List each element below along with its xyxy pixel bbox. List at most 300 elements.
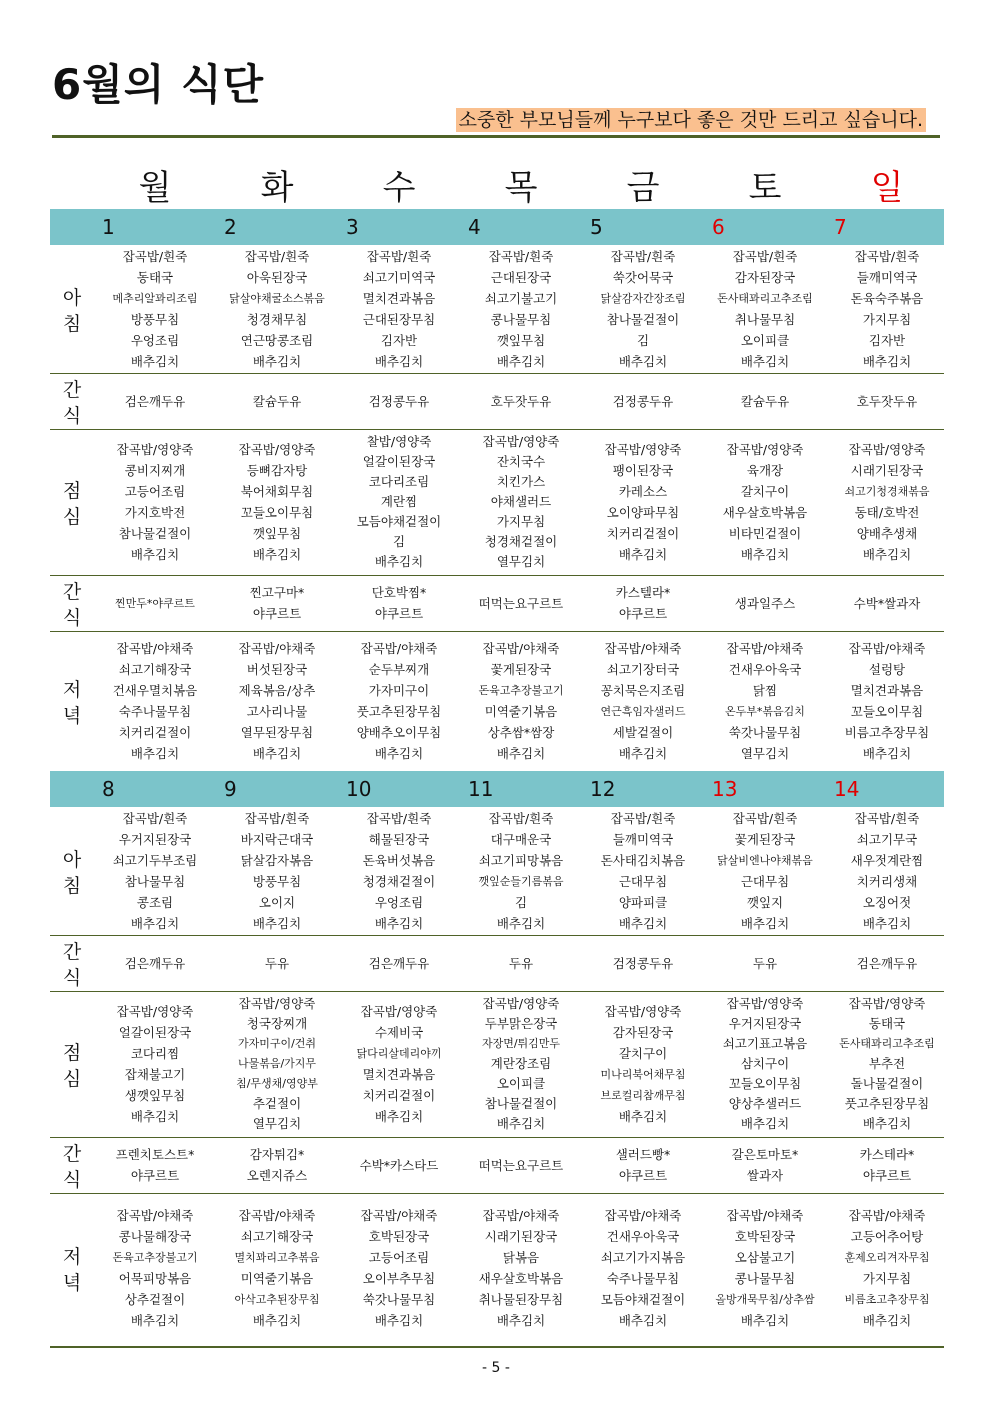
menu-cell-lunch xyxy=(826,429,948,575)
menu-item: 배추김치 xyxy=(252,354,302,369)
menu-item: 샐러드빵* xyxy=(615,1147,671,1162)
menu-cell-snack1 xyxy=(216,935,338,991)
menu-cell-breakfast xyxy=(94,807,216,935)
menu-item: 멸치꽈리고추볶음 xyxy=(234,1251,320,1264)
date-number: 9 xyxy=(224,777,237,801)
date-number: 8 xyxy=(102,777,115,801)
menu-cell-lunch xyxy=(216,991,338,1137)
menu-item: 아삭고추된장무침 xyxy=(234,1293,320,1306)
menu-item: 검정콩두유 xyxy=(368,393,430,409)
menu-item: 잡곡밥/야채죽 xyxy=(116,641,194,656)
menu-item: 배추김치 xyxy=(862,1116,912,1131)
menu-item: 꼬들오이무침 xyxy=(728,1076,802,1091)
menu-item: 새우살호박볶음 xyxy=(478,1271,564,1286)
menu-item: 김자반 xyxy=(868,333,906,348)
menu-item: 콩조림 xyxy=(136,895,174,910)
menu-item: 두유 xyxy=(508,955,534,971)
menu-item: 얼갈이된장국 xyxy=(118,1025,192,1040)
menu-item: 잡곡밥/흰죽 xyxy=(488,249,554,264)
menu-item: 돌나물겉절이 xyxy=(850,1076,924,1091)
menu-item: 두유 xyxy=(752,955,778,971)
page-number: - 5 - xyxy=(482,1360,510,1376)
menu-cell-breakfast xyxy=(826,245,948,373)
menu-item: 근대무침 xyxy=(740,874,790,889)
menu-item: 양상추샐러드 xyxy=(728,1096,802,1111)
menu-item: 멸치견과볶음 xyxy=(362,1067,436,1082)
menu-item: 잡곡밥/흰죽 xyxy=(122,249,188,264)
date-number: 12 xyxy=(590,777,616,801)
menu-item: 쇠고기가지볶음 xyxy=(600,1250,686,1265)
menu-item: 우거지된장국 xyxy=(118,832,192,847)
menu-item: 잡곡밥/야채죽 xyxy=(482,641,560,656)
menu-item: 숙주나물무침 xyxy=(118,704,192,719)
menu-item: 배추김치 xyxy=(862,916,912,931)
menu-cell-snack1 xyxy=(338,373,460,429)
meal-label-char: 아 xyxy=(62,849,82,871)
menu-cell-breakfast xyxy=(826,807,948,935)
menu-cell-snack2 xyxy=(216,1137,338,1193)
menu-item: 근대된장국 xyxy=(490,270,552,285)
menu-item: 꽃게된장국 xyxy=(490,662,552,677)
menu-item: 들깨미역국 xyxy=(612,832,674,847)
menu-item: 들깨미역국 xyxy=(856,270,918,285)
menu-item: 카스테라* xyxy=(859,1147,915,1162)
meal-label-char: 녁 xyxy=(62,1272,82,1294)
meal-label-char: 간 xyxy=(62,1143,82,1165)
menu-item: 근대된장무침 xyxy=(362,312,436,327)
menu-item: 돈사태김치볶음 xyxy=(600,853,686,868)
menu-item: 취나물무침 xyxy=(734,312,796,327)
menu-item: 갈은토마토* xyxy=(731,1147,799,1162)
menu-item: 잡곡밥/흰죽 xyxy=(854,249,920,264)
menu-item: 잡곡밥/영양죽 xyxy=(848,442,926,457)
menu-cell-lunch xyxy=(582,991,704,1137)
menu-item: 잡곡밥/야채죽 xyxy=(238,641,316,656)
menu-item: 야쿠르트 xyxy=(862,1168,912,1183)
menu-item: 잡곡밥/영양죽 xyxy=(238,996,316,1011)
menu-cell-lunch xyxy=(582,429,704,575)
menu-item: 콩나물무침 xyxy=(734,1271,796,1286)
menu-item: 새우젓계란찜 xyxy=(850,853,924,868)
menu-cell-snack2 xyxy=(460,575,582,631)
menu-item: 팽이된장국 xyxy=(612,463,674,478)
menu-cell-snack1 xyxy=(460,935,582,991)
date-number: 14 xyxy=(834,777,860,801)
meal-label-dinner xyxy=(50,1244,94,1296)
menu-item: 돈육숙주볶음 xyxy=(850,291,924,306)
menu-item: 근대무침 xyxy=(618,874,668,889)
meal-label-char: 점 xyxy=(62,480,82,502)
menu-item: 버섯된장국 xyxy=(246,662,308,677)
meal-label-snack xyxy=(50,1141,94,1193)
menu-cell-snack2 xyxy=(94,575,216,631)
menu-cell-dinner xyxy=(826,631,948,771)
menu-item: 연근흑임자샐러드 xyxy=(600,705,686,718)
menu-item: 쑥갓나물무침 xyxy=(362,1292,436,1307)
menu-cell-snack1 xyxy=(704,935,826,991)
menu-item: 잡곡밥/흰죽 xyxy=(244,249,310,264)
menu-item: 가자미구이 xyxy=(368,683,430,698)
menu-item: 오이피클 xyxy=(496,1076,546,1091)
meal-label-char: 심 xyxy=(62,506,82,528)
menu-item: 닭볶음 xyxy=(502,1250,540,1265)
menu-item: 꼬들오이무침 xyxy=(850,704,924,719)
menu-item: 청경채무침 xyxy=(246,312,308,327)
menu-cell-snack2 xyxy=(704,1137,826,1193)
bottom-rule xyxy=(50,1346,944,1348)
menu-item: 세발겉절이 xyxy=(612,725,674,740)
menu-item: 배추김치 xyxy=(252,1313,302,1328)
menu-cell-breakfast xyxy=(582,245,704,373)
menu-item: 비름초고추장무침 xyxy=(844,1293,930,1306)
menu-item: 배추김치 xyxy=(740,354,790,369)
meal-label-char: 간 xyxy=(62,581,82,603)
menu-item: 방풍무침 xyxy=(252,874,302,889)
menu-item: 꼬들오이무침 xyxy=(240,505,314,520)
menu-item: 우거지된장국 xyxy=(728,1016,802,1031)
menu-cell-snack1 xyxy=(826,373,948,429)
menu-item: 상추겉절이 xyxy=(124,1292,186,1307)
menu-item: 배추김치 xyxy=(862,547,912,562)
menu-item: 잡곡밥/흰죽 xyxy=(610,249,676,264)
menu-item: 삼치구이 xyxy=(740,1056,790,1071)
menu-item: 동태국 xyxy=(136,270,174,285)
menu-item: 얼갈이된장국 xyxy=(362,454,436,469)
menu-cell-snack2 xyxy=(582,1137,704,1193)
menu-cell-dinner xyxy=(216,1193,338,1343)
menu-item: 잡곡밥/영양죽 xyxy=(116,1004,194,1019)
menu-item: 미나리북어채무침 xyxy=(600,1068,686,1081)
menu-item: 우엉조림 xyxy=(130,333,180,348)
menu-item: 갈치구이 xyxy=(618,1046,668,1061)
menu-item: 배추김치 xyxy=(374,1109,424,1124)
menu-item: 쑥갓어묵국 xyxy=(612,270,674,285)
menu-item: 찰밥/영양죽 xyxy=(366,434,432,449)
menu-item: 비름고추장무침 xyxy=(844,725,930,740)
menu-item: 미역줄기볶음 xyxy=(240,1271,314,1286)
menu-item: 두부맑은장국 xyxy=(484,1016,558,1031)
meal-label-char: 간 xyxy=(62,379,82,401)
menu-item: 제육볶음/상추 xyxy=(238,683,316,698)
menu-item: 깻잎무침 xyxy=(252,526,302,541)
weekday-7: 일 xyxy=(870,168,904,208)
menu-item: 비타민겉절이 xyxy=(728,526,802,541)
menu-item: 배추김치 xyxy=(618,1109,668,1124)
menu-item: 풋고추된장무침 xyxy=(844,1096,930,1111)
menu-item: 깻잎무침 xyxy=(496,333,546,348)
menu-item: 닭살야채굴소스볶음 xyxy=(229,292,325,305)
menu-item: 잡곡밥/영양죽 xyxy=(604,442,682,457)
menu-item: 잡곡밥/야채죽 xyxy=(360,641,438,656)
menu-item: 가자미구이/건취 xyxy=(237,1037,317,1050)
menu-item: 치커리겉절이 xyxy=(118,725,192,740)
menu-item: 배추김치 xyxy=(496,354,546,369)
menu-item: 감자된장국 xyxy=(612,1025,674,1040)
date-number: 6 xyxy=(712,215,725,239)
menu-item: 훈제오리겨자무침 xyxy=(844,1251,930,1264)
menu-item: 검은깨두유 xyxy=(124,955,186,971)
meal-label-char: 녁 xyxy=(62,705,82,727)
menu-item: 배추김치 xyxy=(374,554,424,569)
menu-cell-snack2 xyxy=(826,1137,948,1193)
menu-item: 야채샐러드 xyxy=(490,494,552,509)
menu-cell-snack2 xyxy=(460,1137,582,1193)
menu-item: 콩나물무침 xyxy=(490,312,552,327)
menu-item: 잡곡밥/야채죽 xyxy=(238,1208,316,1223)
menu-item: 상추쌈*쌈장 xyxy=(487,725,555,740)
date-number: 10 xyxy=(346,777,372,801)
menu-item: 잡곡밥/야채죽 xyxy=(604,1208,682,1223)
menu-item: 칼슘두유 xyxy=(252,393,302,409)
menu-item: 프렌치토스트* xyxy=(115,1147,195,1162)
menu-item: 단호박찜* xyxy=(371,585,427,600)
menu-item: 야쿠르트 xyxy=(252,606,302,621)
menu-item: 수제비국 xyxy=(374,1025,424,1040)
menu-item: 동태국 xyxy=(868,1016,906,1031)
menu-item: 배추김치 xyxy=(130,1109,180,1124)
menu-item: 콩비지찌개 xyxy=(124,463,186,478)
menu-item: 찐고구마* xyxy=(249,585,305,600)
menu-item: 열무된장무침 xyxy=(240,725,314,740)
menu-item: 돈육버섯볶음 xyxy=(362,853,436,868)
menu-item: 배추김치 xyxy=(618,1313,668,1328)
menu-item: 건새우아욱국 xyxy=(728,662,802,677)
menu-item: 잡곡밥/영양죽 xyxy=(360,1004,438,1019)
menu-item: 두유 xyxy=(264,955,290,971)
menu-item: 배추김치 xyxy=(130,746,180,761)
menu-cell-snack1 xyxy=(826,935,948,991)
menu-item: 쇠고기해장국 xyxy=(118,662,192,677)
menu-item: 멸치견과볶음 xyxy=(850,683,924,698)
menu-item: 모듬야채겉절이 xyxy=(600,1292,686,1307)
menu-item: 가지무침 xyxy=(496,514,546,529)
menu-item: 잡곡밥/흰죽 xyxy=(366,249,432,264)
menu-cell-snack1 xyxy=(94,935,216,991)
menu-item: 배추김치 xyxy=(618,547,668,562)
menu-item: 갈치구이 xyxy=(740,484,790,499)
menu-cell-snack1 xyxy=(582,935,704,991)
meal-label-char: 점 xyxy=(62,1042,82,1064)
menu-cell-dinner xyxy=(704,1193,826,1343)
menu-item: 연근땅콩조림 xyxy=(240,333,314,348)
menu-item: 오렌지쥬스 xyxy=(246,1168,308,1183)
date-number: 7 xyxy=(834,215,847,239)
menu-item: 깻잎지 xyxy=(746,895,784,910)
menu-item: 생깻잎무침 xyxy=(124,1088,186,1103)
menu-item: 쇠고기두부조림 xyxy=(112,853,198,868)
menu-item: 잡곡밥/영양죽 xyxy=(116,442,194,457)
menu-cell-snack2 xyxy=(216,575,338,631)
menu-item: 잡곡밥/흰죽 xyxy=(610,811,676,826)
menu-cell-snack2 xyxy=(704,575,826,631)
menu-item: 수박*카스타드 xyxy=(359,1157,439,1173)
menu-item: 잡곡밥/야채죽 xyxy=(360,1208,438,1223)
menu-item: 메추리알꽈리조림 xyxy=(112,292,198,305)
menu-item: 오이부추무침 xyxy=(362,1271,436,1286)
menu-item: 쇠고기표고볶음 xyxy=(722,1036,808,1051)
weekday-4: 목 xyxy=(504,168,538,208)
menu-item: 방풍무침 xyxy=(130,312,180,327)
menu-cell-lunch xyxy=(460,429,582,575)
menu-item: 가지무침 xyxy=(862,312,912,327)
menu-cell-snack2 xyxy=(826,575,948,631)
menu-cell-lunch xyxy=(338,991,460,1137)
menu-item: 시래기된장국 xyxy=(484,1229,558,1244)
menu-item: 계란찜 xyxy=(380,494,418,509)
menu-item: 온두부*볶음김치 xyxy=(725,705,805,718)
page-title: 6월의 식단 xyxy=(52,60,265,109)
menu-item: 호두잣두유 xyxy=(490,393,552,409)
menu-item: 김 xyxy=(636,333,650,348)
menu-item: 배추김치 xyxy=(618,354,668,369)
menu-item: 배추김치 xyxy=(374,916,424,931)
meal-label-char: 저 xyxy=(62,1246,82,1268)
menu-item: 잡곡밥/영양죽 xyxy=(848,996,926,1011)
menu-item: 배추김치 xyxy=(740,916,790,931)
menu-item: 쇠고기피망볶음 xyxy=(478,853,564,868)
menu-cell-breakfast xyxy=(338,245,460,373)
menu-item: 야쿠르트 xyxy=(618,1168,668,1183)
menu-item: 야쿠르트 xyxy=(374,606,424,621)
meal-label-char: 침 xyxy=(62,875,82,897)
menu-item: 배추김치 xyxy=(374,746,424,761)
menu-item: 카레소스 xyxy=(618,484,668,499)
menu-item: 새우살호박볶음 xyxy=(722,505,808,520)
menu-cell-dinner xyxy=(826,1193,948,1343)
menu-item: 오삼불고기 xyxy=(734,1250,796,1265)
menu-item: 고사리나물 xyxy=(246,704,308,719)
menu-item: 동태/호박전 xyxy=(854,505,920,520)
menu-cell-lunch xyxy=(826,991,948,1137)
menu-item: 고등어조림 xyxy=(368,1250,430,1265)
meal-label-char: 아 xyxy=(62,287,82,309)
menu-item: 잡곡밥/흰죽 xyxy=(122,811,188,826)
menu-item: 잡곡밥/야채죽 xyxy=(848,1208,926,1223)
menu-item: 설렁탕 xyxy=(868,662,906,677)
menu-item: 배추김치 xyxy=(618,916,668,931)
menu-item: 오징어젓 xyxy=(862,895,912,910)
menu-item: 코다리찜 xyxy=(130,1046,180,1061)
menu-item: 시래기된장국 xyxy=(850,463,924,478)
menu-item: 돈사태꽈리고추조림 xyxy=(717,292,813,305)
date-bar xyxy=(50,771,944,807)
menu-item: 잡곡밥/영양죽 xyxy=(482,434,560,449)
menu-item: 배추김치 xyxy=(496,916,546,931)
menu-item: 닭다리살데리야끼 xyxy=(356,1047,442,1060)
weekday-header xyxy=(50,160,944,208)
menu-item: 등뼈감자탕 xyxy=(246,463,308,478)
menu-item: 쇠고기미역국 xyxy=(362,270,436,285)
menu-item: 카스텔라* xyxy=(615,585,671,600)
menu-item: 야쿠르트 xyxy=(618,606,668,621)
menu-item: 돈육고추장불고기 xyxy=(112,1251,198,1264)
menu-cell-lunch xyxy=(338,429,460,575)
meal-label-char: 식 xyxy=(62,1169,82,1191)
menu-item: 떠먹는요구르트 xyxy=(478,1157,564,1173)
menu-item: 배추김치 xyxy=(252,746,302,761)
weekday-3: 수 xyxy=(382,168,416,208)
menu-item: 쌀과자 xyxy=(746,1168,784,1183)
menu-item: 잡곡밥/영양죽 xyxy=(726,442,804,457)
menu-item: 잡곡밥/영양죽 xyxy=(238,442,316,457)
menu-item: 야쿠르트 xyxy=(130,1168,180,1183)
menu-cell-breakfast xyxy=(460,807,582,935)
date-number: 3 xyxy=(346,215,359,239)
menu-item: 쇠고기불고기 xyxy=(484,291,558,306)
menu-cell-dinner xyxy=(338,1193,460,1343)
menu-item: 배추김치 xyxy=(740,547,790,562)
menu-item: 양배추생채 xyxy=(856,526,918,541)
menu-item: 잡곡밥/흰죽 xyxy=(732,249,798,264)
menu-item: 배추김치 xyxy=(862,746,912,761)
meal-label-char: 식 xyxy=(62,967,82,989)
menu-item: 치커리겉절이 xyxy=(606,526,680,541)
menu-cell-breakfast xyxy=(582,807,704,935)
menu-item: 호박된장국 xyxy=(368,1229,430,1244)
menu-item: 가지호박전 xyxy=(124,505,186,520)
menu-item: 감자된장국 xyxy=(734,270,796,285)
menu-item: 가지무침 xyxy=(862,1271,912,1286)
menu-item: 잡곡밥/야채죽 xyxy=(482,1208,560,1223)
menu-item: 나물볶음/가지무 xyxy=(237,1057,317,1070)
menu-item: 칼슘두유 xyxy=(740,393,790,409)
meal-label-snack xyxy=(50,377,94,429)
menu-item: 배추김치 xyxy=(740,1313,790,1328)
menu-cell-dinner xyxy=(94,631,216,771)
menu-item: 잡곡밥/야채죽 xyxy=(848,641,926,656)
menu-item: 잔치국수 xyxy=(496,454,546,469)
menu-cell-dinner xyxy=(704,631,826,771)
menu-item: 참나물겉절이 xyxy=(118,526,192,541)
meal-label-char: 간 xyxy=(62,941,82,963)
menu-item: 오이피클 xyxy=(740,333,790,348)
menu-item: 잡곡밥/야채죽 xyxy=(604,641,682,656)
menu-item: 아욱된장국 xyxy=(246,270,308,285)
menu-item: 배추김치 xyxy=(496,1116,546,1131)
menu-item: 자장면/튀김만두 xyxy=(481,1037,561,1050)
menu-item: 김 xyxy=(514,895,528,910)
menu-item: 열무김치 xyxy=(496,554,546,569)
menu-cell-lunch xyxy=(704,429,826,575)
meal-label-char: 침 xyxy=(62,313,82,335)
menu-cell-breakfast xyxy=(460,245,582,373)
weekday-6: 토 xyxy=(748,168,782,208)
menu-item: 검은깨두유 xyxy=(124,393,186,409)
menu-item: 깻잎순들기름볶음 xyxy=(478,875,564,888)
menu-item: 건새우멸치볶음 xyxy=(112,683,198,698)
menu-item: 배추김치 xyxy=(862,354,912,369)
menu-cell-breakfast xyxy=(338,807,460,935)
menu-cell-dinner xyxy=(94,1193,216,1343)
menu-item: 취나물된장무침 xyxy=(478,1292,564,1307)
menu-item: 계란장조림 xyxy=(490,1056,552,1071)
menu-cell-snack2 xyxy=(94,1137,216,1193)
menu-item: 쇠고기청경채볶음 xyxy=(844,485,930,498)
meal-label-breakfast xyxy=(50,847,94,899)
menu-item: 배추김치 xyxy=(130,1313,180,1328)
meal-label-char: 저 xyxy=(62,679,82,701)
weekday-1: 월 xyxy=(138,168,172,208)
menu-item: 검은깨두유 xyxy=(856,955,918,971)
menu-item: 미역줄기볶음 xyxy=(484,704,558,719)
meal-label-lunch xyxy=(50,1040,94,1092)
date-number: 2 xyxy=(224,215,237,239)
menu-item: 배추김치 xyxy=(130,547,180,562)
menu-cell-snack1 xyxy=(704,373,826,429)
meal-label-char: 심 xyxy=(62,1068,82,1090)
menu-item: 오이지 xyxy=(258,895,296,910)
menu-item: 청국장찌개 xyxy=(246,1016,308,1031)
